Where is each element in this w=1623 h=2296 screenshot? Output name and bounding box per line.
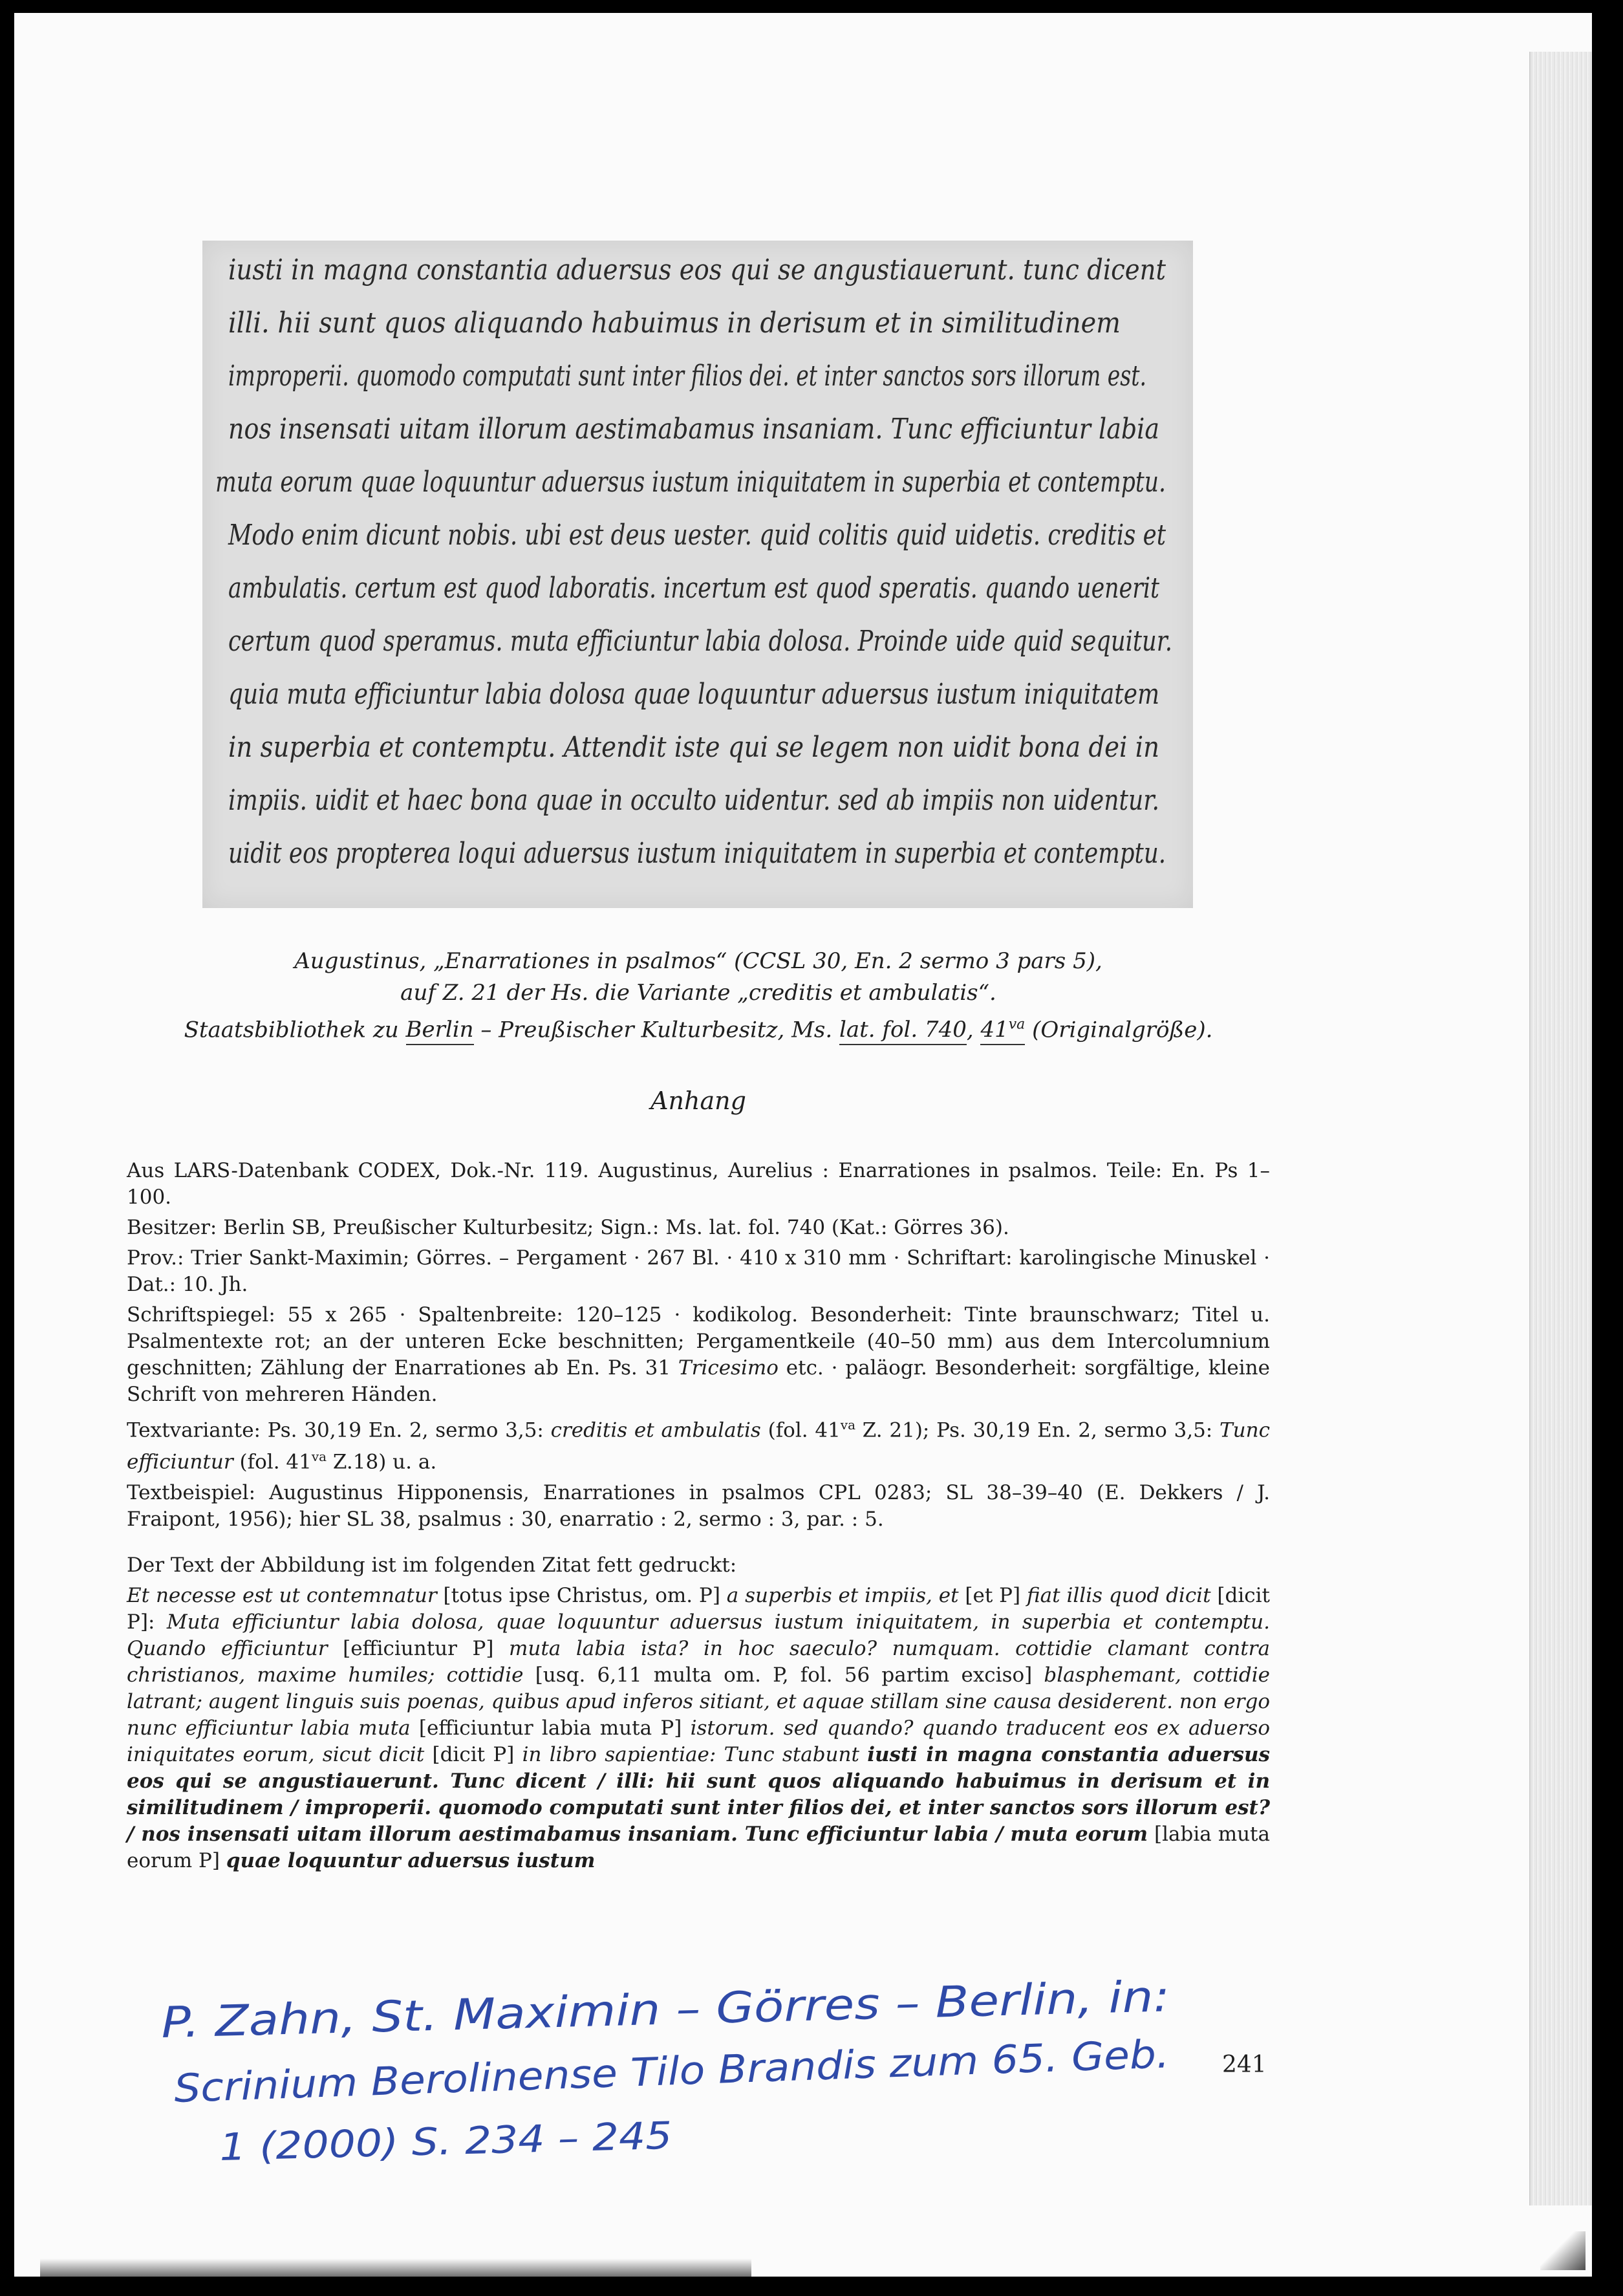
caption-line: auf Z. 21 der Hs. die Variante „creditis et ambulatis“. <box>400 980 996 1006</box>
underlined-shelfmark: lat. fol. 740 <box>839 1017 967 1045</box>
manuscript-line: illi. hii sunt quos aliquando habuimus in derisum et in similitudinem <box>228 307 1121 340</box>
quote-intro: Der Text der Abbildung ist im folgenden Zitat fett gedruckt: <box>127 1553 737 1577</box>
scan-corner-shadow <box>1540 2231 1585 2270</box>
entry-source: Aus LARS-Datenbank CODEX, Dok.-Nr. 119. Augustinus, Aurelius : Enarrationes in psalmos. Teile: En. Ps 1–100. <box>127 1159 1270 1209</box>
underlined-berlin: Berlin <box>406 1017 474 1045</box>
page-number: 241 <box>1222 2052 1267 2078</box>
manuscript-line: muta eorum quae loquuntur aduersus iustum iniquitatem in superbia et contemptu. <box>215 466 1166 499</box>
manuscript-line: nos insensati uitam illorum aestimabamus insaniam. Tunc efficiuntur labia <box>228 413 1159 446</box>
scan-shadow <box>40 2258 751 2277</box>
manuscript-line: Modo enim dicunt nobis. ubi est deus uester. quid colitis quid uidetis. creditis et <box>228 519 1166 552</box>
entry-provenance: Prov.: Trier Sankt-Maximin; Görres. – Pergament · 267 Bl. · 410 x 310 mm · Schriftart: karolingische Minuskel · Dat.: 10. Jh. <box>127 1246 1270 1296</box>
handwritten-line: P. Zahn, St. Maximin – Görres – Berlin, in: <box>160 1975 1041 2048</box>
entry-layout: Schriftspiegel: 55 x 265 · Spaltenbreite: 120–125 · kodikolog. Besonderheit: Tinte braunschwarz; Titel u. Psalmentexte rot; an der unteren Ecke beschnitten; Pergamentkeile (40–50 mm) aus dem Intercolumnium geschnitten; Zählung der Enarrationes ab En. Ps. 31 Tricesimo etc. · paläogr. Besonderheit: sorgfältige, kleine Schrift von mehreren Händen. <box>127 1303 1270 1406</box>
manuscript-line: improperii. quomodo computati sunt inter filios dei. et inter sanctos sors illorum est. <box>228 360 1146 393</box>
manuscript-facsimile <box>202 241 1193 908</box>
entry-owner: Besitzer: Berlin SB, Preußischer Kulturbesitz; Sign.: Ms. lat. fol. 740 (Kat.: Görres 36). <box>127 1216 1009 1239</box>
manuscript-line: ambulatis. certum est quod laboratis. incertum est quod speratis. quando uenerit <box>228 572 1160 605</box>
handwritten-line: Scrinium Berolinense Tilo Brandis zum 65. Geb. <box>173 2034 1099 2112</box>
quote-text: Et necesse est ut contemnatur [totus ipse Christus, om. P] a superbis et impiis, et [et P] fiat illis quod dicit [dicit P]: Muta efficiuntur labia dolosa, quae loquuntur aduersus iustum iniquitatem, in superbia et contemptu. Quando efficiuntur [efficiuntur P] muta labia ista? in hoc saeculo? numquam. cottidie clamant contra christianos, maxime humiles; cottidie [usq. 6,11 multa om. P, fol. 56 partim exciso] blasphemant, cottidie latrant; augent linguis suis poenas, quibus apud inferos sitiant, et aquae stillam sine causa desiderent. non ergo nunc efficiuntur labia muta [efficiuntur labia muta P] istorum. sed quando? quando traducent eos ex aduerso iniquitates eorum, sicut dicit [dicit P] in libro sapientiae: Tunc stabunt iusti in magna constantia aduersus eos qui se angustiauerunt. Tunc dicent / illi: hii sunt quos aliquando habuimus in derisum et in similitudinem / improperii. quomodo computati sunt inter filios dei, et inter sanctos sors illorum est? / nos insensati uitam illorum aestimabamus insaniam. Tunc efficiuntur labia / muta eorum [labia muta eorum P] quae loquuntur aduersus iustum <box>127 1583 1271 1872</box>
underlined-folio: $41^{va}$ <box>980 1017 1025 1045</box>
caption-line: Staatsbibliothek zu Berlin – Preußischer Kulturbesitz, Ms. lat. fol. 740, $41^{va}$ (Originalgröße). <box>155 1009 1241 1046</box>
appendix-text <box>127 1158 1270 1878</box>
entry-variant: Textvariante: Ps. 30,19 En. 2, sermo 3,5: creditis et ambulatis (fol. $41^{va}$ Z. 21); Ps. 30,19 En. 2, sermo 3,5: Tunc efficiuntur (fol. $41^{va}$ Z.18) u. a. <box>127 1417 1270 1474</box>
section-heading: Anhang <box>650 1087 746 1115</box>
manuscript-line: quia muta efficiuntur labia dolosa quae loquuntur aduersus iustum iniquitatem <box>228 678 1159 711</box>
page-edge <box>1529 52 1592 2205</box>
handwritten-note <box>160 1975 1196 2180</box>
handwritten-line: 1 (2000) S. 234 – 245 <box>219 2114 626 2169</box>
caption-line: Augustinus, „Enarrationes in psalmos“ (CCSL 30, En. 2 sermo 3 pars 5), <box>294 948 1102 974</box>
entry-example: Textbeispiel: Augustinus Hipponensis, Enarrationes in psalmos CPL 0283; SL 38–39–40 (E. Dekkers / J. Fraipont, 1956); hier SL 38, psalmus : 30, enarratio : 2, sermo : 3, par. : 5. <box>127 1480 1270 1531</box>
manuscript-line: certum quod speramus. muta efficiuntur labia dolosa. Proinde uide quid sequitur. <box>228 625 1172 658</box>
manuscript-line: impiis. uidit et haec bona quae in occulto uidentur. sed ab impiis non uidentur. <box>228 784 1159 817</box>
figure-caption <box>155 946 1241 1046</box>
manuscript-line: uidit eos propterea loqui aduersus iustum iniquitatem in superbia et contemptu. <box>228 837 1166 870</box>
manuscript-line: iusti in magna constantia aduersus eos qui se angustiauerunt. tunc dicent <box>228 254 1166 287</box>
manuscript-line: in superbia et contemptu. Attendit iste qui se legem non uidit bona dei in <box>228 731 1159 764</box>
